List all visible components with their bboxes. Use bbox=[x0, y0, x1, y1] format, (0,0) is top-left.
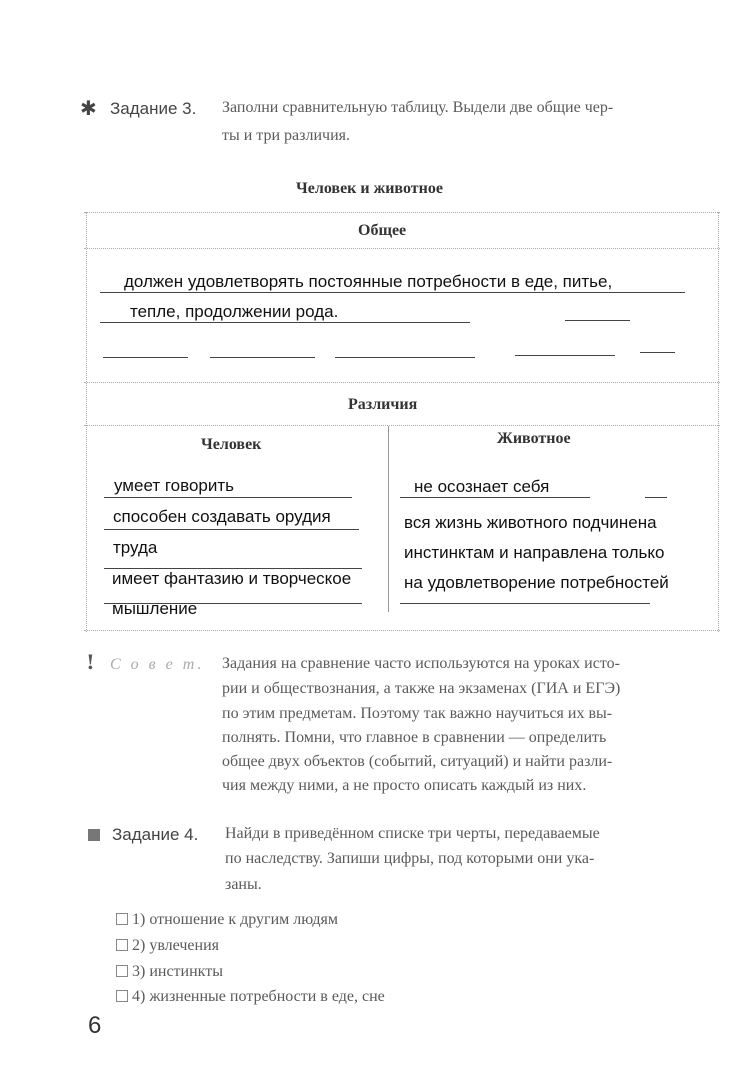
checkbox[interactable] bbox=[116, 913, 128, 925]
human-answer-2: способен создавать орудия bbox=[113, 507, 331, 526]
animal-answer-1: не осознает себя bbox=[414, 477, 550, 496]
answer-line bbox=[335, 357, 475, 358]
advice-line: Задания на сравнение часто используются на уроках исто- bbox=[222, 655, 620, 672]
option-label: 1) отношение к другим людям bbox=[132, 911, 339, 928]
answer-line bbox=[400, 497, 590, 498]
table-border-bottom bbox=[84, 630, 720, 631]
animal-answer-2: вся жизнь животного подчинена bbox=[404, 513, 657, 532]
answer-line bbox=[100, 292, 685, 293]
table-border-top bbox=[84, 212, 720, 213]
answer-line bbox=[210, 357, 315, 358]
answer-line bbox=[400, 603, 650, 604]
table-border-right bbox=[718, 212, 719, 632]
answer-line bbox=[645, 497, 667, 498]
task4-text: по наследству. Запиши цифры, под которыми они ука- bbox=[225, 850, 595, 867]
option-label: 4) жизненные потребности в еде, сне bbox=[132, 988, 385, 1005]
column-divider bbox=[388, 426, 389, 612]
advice-line: рии и обществознания, а также на экзаменах (ГИА и ЕГЭ) bbox=[222, 680, 621, 697]
task4-text: заны. bbox=[225, 876, 262, 893]
task3-text-2: ты и три различия. bbox=[222, 127, 350, 144]
task3-label: Задание 3. bbox=[110, 99, 197, 118]
answer-line bbox=[565, 320, 630, 321]
option-2[interactable] bbox=[116, 937, 219, 955]
common-answer-2: тепле, продолжении рода. bbox=[130, 302, 339, 321]
advice-line: общее двух объектов (событий, ситуаций) и найти разли- bbox=[222, 753, 613, 770]
checkbox[interactable] bbox=[116, 939, 128, 951]
advice-line: чия между ними, а не просто описать каждый из них. bbox=[222, 777, 587, 794]
answer-line bbox=[104, 497, 352, 498]
task4-label: Задание 4. bbox=[112, 825, 199, 844]
answer-line bbox=[104, 529, 359, 530]
square-bullet-icon bbox=[88, 829, 100, 841]
animal-answer-3: инстинктам и направлена только bbox=[404, 543, 665, 562]
human-answer-3: труда bbox=[113, 538, 158, 557]
animal-answer-4: на удовлетворение потребностей bbox=[404, 573, 669, 592]
exclamation-icon: ! bbox=[86, 650, 95, 674]
differences-header: Различия bbox=[348, 396, 418, 413]
human-answer-5: мышление bbox=[112, 599, 198, 618]
answer-line bbox=[100, 322, 470, 323]
common-answer-1: должен удовлетворять постоянные потребности в еде, питье, bbox=[124, 272, 613, 291]
task3-text-1: Заполни сравнительную таблицу. Выдели две общие чер- bbox=[222, 99, 614, 116]
column-animal: Животное bbox=[497, 430, 571, 447]
checkbox[interactable] bbox=[116, 990, 128, 1002]
table-border-left bbox=[86, 212, 87, 632]
advice-label: С о в е т. bbox=[110, 656, 205, 673]
advice-line: полнять. Помни, что главное в сравнении — определить bbox=[222, 729, 607, 746]
task4-text: Найди в приведённом списке три черты, передаваемые bbox=[225, 825, 600, 842]
page-number: 6 bbox=[88, 1012, 102, 1039]
advice-line: по этим предметам. Поэтому так важно научиться их вы- bbox=[222, 705, 613, 722]
option-label: 3) инстинкты bbox=[132, 963, 223, 980]
option-3[interactable] bbox=[116, 963, 223, 981]
table-title: Человек и животное bbox=[296, 180, 443, 197]
divider bbox=[84, 425, 720, 426]
option-1[interactable] bbox=[116, 911, 338, 929]
human-answer-4: имеет фантазию и творческое bbox=[112, 569, 352, 588]
column-human: Человек bbox=[201, 436, 262, 453]
asterisk-icon: ✱ bbox=[80, 96, 97, 120]
checkbox[interactable] bbox=[116, 965, 128, 977]
option-4[interactable] bbox=[116, 988, 385, 1006]
answer-line bbox=[103, 357, 188, 358]
common-header: Общее bbox=[358, 222, 407, 239]
answer-line bbox=[515, 355, 615, 356]
option-label: 2) увлечения bbox=[132, 937, 219, 954]
divider bbox=[84, 248, 720, 249]
divider bbox=[84, 382, 720, 383]
answer-line bbox=[640, 352, 675, 353]
human-answer-1: умеет говорить bbox=[114, 476, 235, 495]
